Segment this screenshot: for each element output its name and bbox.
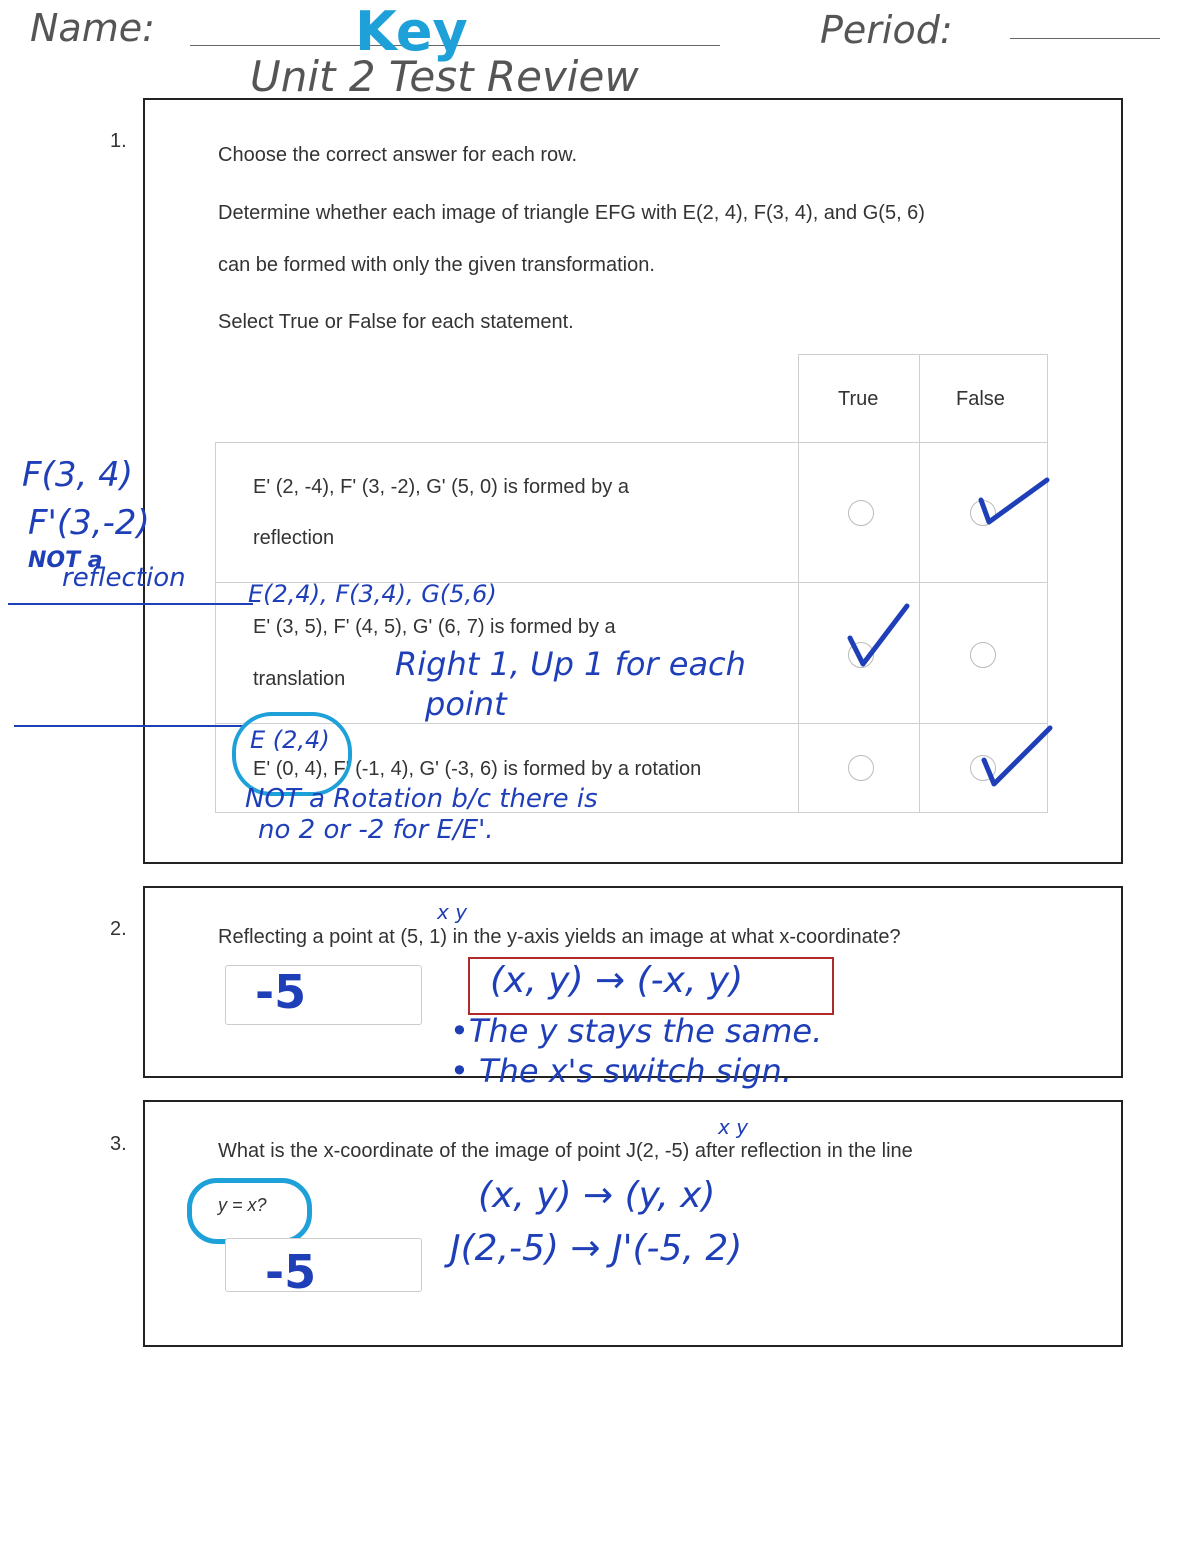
note-row3-not-rotation: NOT a Rotation b/c there is bbox=[245, 784, 598, 814]
row3-false-checkmark-icon bbox=[978, 722, 1058, 792]
table-border bbox=[919, 354, 920, 812]
q1-prompt-line1: Determine whether each image of triangle EFG with E(2, 4), F(3, 4), and G(5, 6) bbox=[218, 202, 925, 224]
q3-mapping-note: J(2,-5) → J'(-5, 2) bbox=[450, 1228, 743, 1269]
row2-statement-line1: E' (3, 5), F' (4, 5), G' (6, 7) is formed by a bbox=[253, 616, 616, 638]
q3-number: 3. bbox=[110, 1133, 127, 1155]
row2-false-radio[interactable] bbox=[970, 642, 996, 668]
q3-answer-input[interactable] bbox=[225, 1238, 422, 1292]
row1-true-radio[interactable] bbox=[848, 500, 874, 526]
row1-false-checkmark-icon bbox=[975, 470, 1055, 530]
row2-true-checkmark-icon bbox=[845, 600, 915, 670]
col-false-header: False bbox=[956, 388, 1005, 410]
note-f-prime-point: F'(3,-2) bbox=[28, 503, 150, 543]
q3-answer-value: -5 bbox=[265, 1245, 317, 1299]
note-reflection: reflection bbox=[62, 563, 186, 593]
note-row2-point: point bbox=[425, 685, 507, 723]
table-border bbox=[798, 354, 1048, 355]
q2-answer-value: -5 bbox=[255, 965, 307, 1019]
note-row3-reason: no 2 or -2 for E/E'. bbox=[258, 815, 494, 845]
q3-text: What is the x-coordinate of the image of point J(2, -5) after reflection in the line bbox=[218, 1140, 913, 1162]
row1-statement-line1: E' (2, -4), F' (3, -2), G' (5, 0) is formed by a bbox=[253, 476, 629, 498]
row3-true-radio[interactable] bbox=[848, 755, 874, 781]
note-row2-points: E(2,4), F(3,4), G(5,6) bbox=[248, 580, 497, 608]
q1-select-text: Select True or False for each statement. bbox=[218, 311, 574, 333]
q1-prompt-line2: can be formed with only the given transformation. bbox=[218, 254, 655, 276]
q3-line-label: y = x? bbox=[218, 1195, 267, 1215]
table-border bbox=[215, 442, 216, 812]
period-underline bbox=[1010, 38, 1160, 39]
note-row3-e-point: E (2,4) bbox=[250, 726, 330, 754]
note-divider-line bbox=[14, 725, 244, 727]
table-border bbox=[215, 442, 1048, 443]
q2-rule-note: (x, y) → (-x, y) bbox=[490, 960, 744, 1001]
row1-statement-line2: reflection bbox=[253, 527, 335, 549]
q3-rule-note: (x, y) → (y, x) bbox=[478, 1175, 716, 1216]
q1-number: 1. bbox=[110, 130, 127, 152]
note-not-a: NOT a bbox=[28, 548, 103, 573]
period-label: Period: bbox=[820, 8, 953, 52]
q2-text: Reflecting a point at (5, 1) in the y-axis yields an image at what x-coordinate? bbox=[218, 926, 901, 948]
note-f-point: F(3, 4) bbox=[22, 455, 133, 495]
q2-bullet2-note: • The x's switch sign. bbox=[450, 1052, 792, 1090]
note-divider-line bbox=[8, 603, 253, 605]
q3-xy-note: x y bbox=[718, 1115, 749, 1139]
row3-statement-line1: E' (0, 4), F' (-1, 4), G' (-3, 6) is formed by a rotation bbox=[253, 758, 702, 780]
q1-instruction: Choose the correct answer for each row. bbox=[218, 144, 578, 166]
q2-number: 2. bbox=[110, 918, 127, 940]
col-true-header: True bbox=[838, 388, 879, 410]
row2-statement-line2: translation bbox=[253, 668, 346, 690]
name-label: Name: bbox=[30, 6, 155, 50]
name-value: Key bbox=[355, 0, 468, 63]
note-row2-right-up: Right 1, Up 1 for each bbox=[395, 645, 746, 683]
table-border bbox=[798, 354, 799, 812]
page-title: Unit 2 Test Review bbox=[250, 52, 639, 101]
q2-xy-note: x y bbox=[437, 900, 468, 924]
q2-bullet1-note: •The y stays the same. bbox=[450, 1012, 823, 1050]
